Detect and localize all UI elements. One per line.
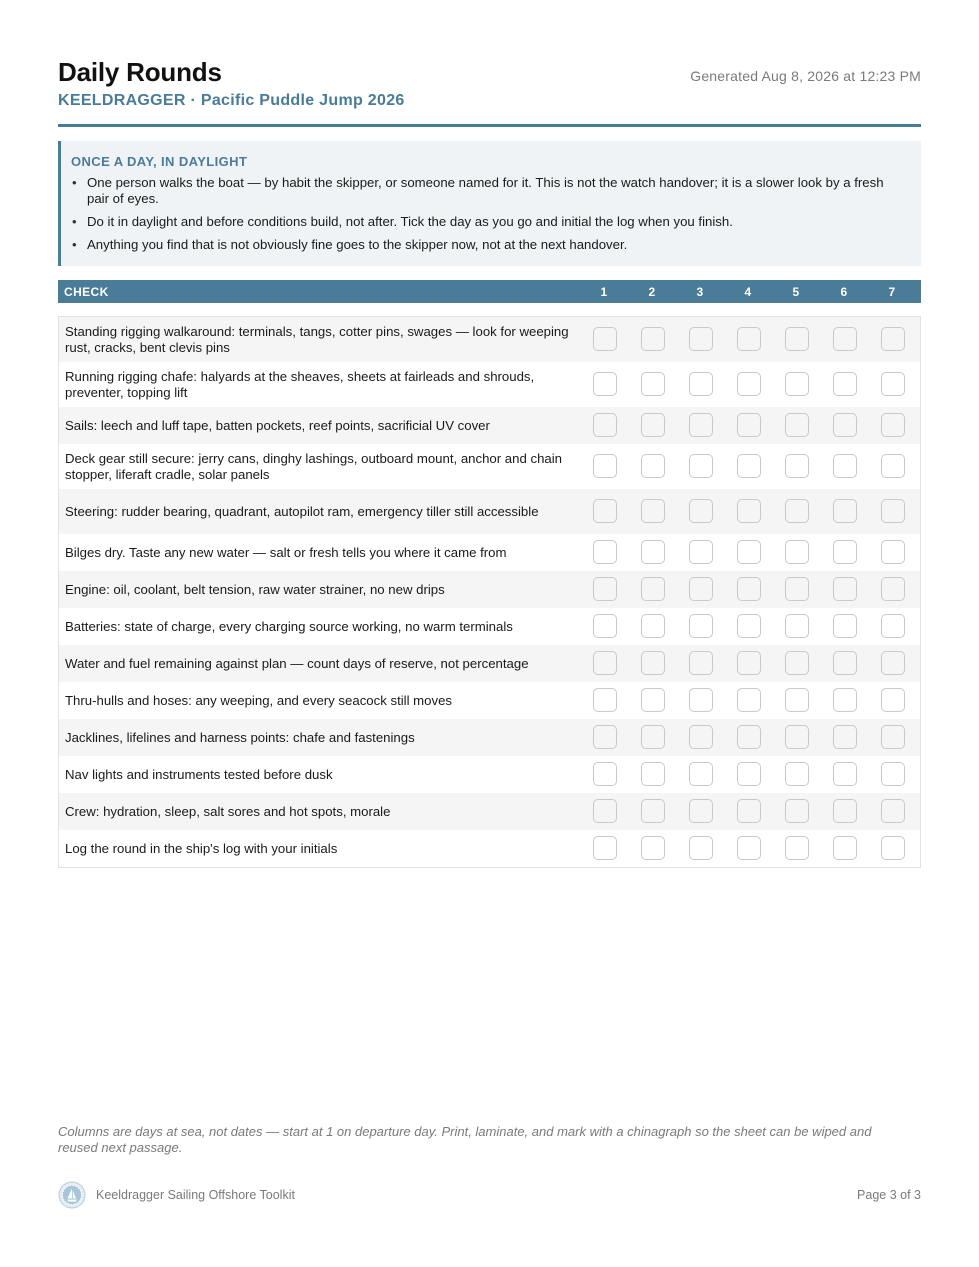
day-checkbox-6[interactable] [833, 372, 857, 396]
table-row [59, 608, 920, 645]
day-checkbox-6[interactable] [833, 836, 857, 860]
day-checkbox-6[interactable] [833, 540, 857, 564]
day-checkbox-1[interactable] [593, 454, 617, 478]
day-checkbox-6[interactable] [833, 499, 857, 523]
sailboat-compass-icon [58, 1181, 86, 1209]
table-row [59, 571, 920, 608]
bullet-icon: • [72, 214, 77, 229]
instruction-item [71, 214, 905, 230]
check-item-label: Sails: leech and luff tape, batten pockets, reef points, sacrificial UV cover [65, 417, 490, 433]
bullet-icon: • [72, 175, 77, 190]
day-checkbox-3[interactable] [689, 372, 713, 396]
day-checkbox-7[interactable] [881, 651, 905, 675]
check-item-label: Thru-hulls and hoses: any weeping, and every seacock still moves [65, 692, 453, 708]
day-checkbox-4[interactable] [737, 614, 761, 638]
day-checkbox-3[interactable] [689, 725, 713, 749]
day-checkbox-5[interactable] [785, 799, 809, 823]
day-checkbox-3[interactable] [689, 836, 713, 860]
check-item-label: Engine: oil, coolant, belt tension, raw water strainer, no new drips [65, 581, 445, 597]
day-checkbox-1[interactable] [593, 799, 617, 823]
day-checkbox-3[interactable] [689, 577, 713, 601]
table-row [59, 534, 920, 571]
instructions-callout [58, 141, 921, 266]
day-checkbox-3[interactable] [689, 651, 713, 675]
day-column-header: 1 [600, 285, 608, 299]
day-checkbox-7[interactable] [881, 614, 905, 638]
day-checkbox-4[interactable] [737, 651, 761, 675]
day-checkbox-5[interactable] [785, 762, 809, 786]
table-row [59, 830, 920, 867]
table-row [59, 444, 920, 489]
day-checkbox-2[interactable] [641, 725, 665, 749]
day-checkbox-5[interactable] [785, 499, 809, 523]
day-column-header: 7 [888, 285, 896, 299]
table-row [59, 719, 920, 756]
check-item-label: Deck gear still secure: jerry cans, dinghy lashings, outboard mount, anchor and chain stopper, liferaft cradle, solar panels [65, 450, 562, 482]
day-checkbox-7[interactable] [881, 372, 905, 396]
day-checkbox-3[interactable] [689, 499, 713, 523]
day-checkbox-4[interactable] [737, 372, 761, 396]
day-column-header: 6 [840, 285, 848, 299]
day-checkbox-1[interactable] [593, 577, 617, 601]
day-checkbox-6[interactable] [833, 651, 857, 675]
day-checkbox-5[interactable] [785, 577, 809, 601]
day-checkbox-4[interactable] [737, 577, 761, 601]
generated-timestamp: Generated Aug 8, 2026 at 12:23 PM [690, 68, 921, 84]
day-checkbox-6[interactable] [833, 762, 857, 786]
day-checkbox-6[interactable] [833, 799, 857, 823]
day-checkbox-1[interactable] [593, 762, 617, 786]
table-row [59, 317, 920, 362]
day-checkbox-6[interactable] [833, 413, 857, 437]
table-row [59, 645, 920, 682]
day-checkbox-7[interactable] [881, 577, 905, 601]
day-checkbox-7[interactable] [881, 836, 905, 860]
table-row [59, 489, 920, 534]
day-checkbox-1[interactable] [593, 413, 617, 437]
day-checkbox-7[interactable] [881, 725, 905, 749]
check-item-label: Batteries: state of charge, every charging source working, no warm terminals [65, 618, 513, 634]
day-checkbox-2[interactable] [641, 577, 665, 601]
day-checkbox-5[interactable] [785, 372, 809, 396]
day-checkbox-5[interactable] [785, 614, 809, 638]
day-checkbox-5[interactable] [785, 688, 809, 712]
day-checkbox-4[interactable] [737, 454, 761, 478]
day-checkbox-3[interactable] [689, 540, 713, 564]
day-checkbox-6[interactable] [833, 688, 857, 712]
instruction-text: Do it in daylight and before conditions build, not after. Tick the day as you go and initial the log when you finish. [87, 214, 733, 229]
day-checkbox-2[interactable] [641, 327, 665, 351]
day-checkbox-4[interactable] [737, 799, 761, 823]
day-checkbox-5[interactable] [785, 413, 809, 437]
day-checkbox-3[interactable] [689, 762, 713, 786]
page-subtitle: KEELDRAGGER · Pacific Puddle Jump 2026 [58, 92, 405, 109]
check-item-label: Jacklines, lifelines and harness points: chafe and fastenings [65, 729, 415, 745]
day-checkbox-4[interactable] [737, 762, 761, 786]
check-item-label: Steering: rudder bearing, quadrant, autopilot ram, emergency tiller still accessible [65, 503, 539, 519]
day-checkbox-3[interactable] [689, 327, 713, 351]
check-item-label: Running rigging chafe: halyards at the sheaves, sheets at fairleads and shrouds, preventer, topping lift [65, 368, 535, 400]
day-checkbox-3[interactable] [689, 688, 713, 712]
check-item-label: Crew: hydration, sleep, salt sores and hot spots, morale [65, 803, 391, 819]
day-checkbox-4[interactable] [737, 688, 761, 712]
day-checkbox-2[interactable] [641, 413, 665, 437]
day-checkbox-7[interactable] [881, 762, 905, 786]
day-checkbox-2[interactable] [641, 540, 665, 564]
day-checkbox-5[interactable] [785, 454, 809, 478]
day-checkbox-1[interactable] [593, 327, 617, 351]
table-row [59, 682, 920, 719]
day-checkbox-2[interactable] [641, 372, 665, 396]
instruction-item [71, 175, 905, 207]
day-checkbox-1[interactable] [593, 372, 617, 396]
day-checkbox-7[interactable] [881, 454, 905, 478]
day-checkbox-1[interactable] [593, 836, 617, 860]
day-checkbox-6[interactable] [833, 577, 857, 601]
callout-heading: ONCE A DAY, IN DAYLIGHT [71, 154, 248, 169]
day-checkbox-7[interactable] [881, 540, 905, 564]
day-checkbox-2[interactable] [641, 614, 665, 638]
day-checkbox-4[interactable] [737, 499, 761, 523]
day-checkbox-4[interactable] [737, 725, 761, 749]
day-checkbox-1[interactable] [593, 688, 617, 712]
day-checkbox-1[interactable] [593, 499, 617, 523]
instruction-item [71, 237, 905, 253]
day-checkbox-6[interactable] [833, 614, 857, 638]
day-checkbox-5[interactable] [785, 725, 809, 749]
day-checkbox-3[interactable] [689, 799, 713, 823]
table-row [59, 362, 920, 407]
table-header [58, 280, 921, 303]
checklist-rows [58, 316, 921, 868]
table-row [59, 756, 920, 793]
instructions-list [71, 175, 905, 253]
page-number: Page 3 of 3 [857, 1188, 921, 1202]
day-checkbox-7[interactable] [881, 327, 905, 351]
day-checkbox-6[interactable] [833, 454, 857, 478]
day-checkbox-2[interactable] [641, 651, 665, 675]
page-title: Daily Rounds [58, 57, 222, 87]
bullet-icon: • [72, 237, 77, 252]
table-row [59, 407, 920, 444]
footer-note: Columns are days at sea, not dates — start at 1 on departure day. Print, laminate, and mark with a chinagraph so the sheet can be wiped and reused next passage. [58, 1124, 872, 1155]
check-item-label: Water and fuel remaining against plan — count days of reserve, not percentage [65, 655, 529, 671]
day-checkbox-4[interactable] [737, 836, 761, 860]
day-checkbox-5[interactable] [785, 540, 809, 564]
day-checkbox-4[interactable] [737, 540, 761, 564]
day-checkbox-1[interactable] [593, 725, 617, 749]
day-checkbox-4[interactable] [737, 413, 761, 437]
day-column-header: 2 [648, 285, 656, 299]
day-checkbox-6[interactable] [833, 725, 857, 749]
day-checkbox-7[interactable] [881, 799, 905, 823]
header-divider [58, 124, 921, 127]
day-checkbox-7[interactable] [881, 499, 905, 523]
day-checkbox-3[interactable] [689, 454, 713, 478]
day-checkbox-3[interactable] [689, 614, 713, 638]
table-row [59, 793, 920, 830]
day-checkbox-5[interactable] [785, 836, 809, 860]
day-checkbox-1[interactable] [593, 614, 617, 638]
instruction-text: One person walks the boat — by habit the skipper, or someone named for it. This is not the watch handover; it is a slower look by a fresh pair of eyes. [87, 175, 884, 206]
day-checkbox-7[interactable] [881, 688, 905, 712]
day-checkbox-2[interactable] [641, 499, 665, 523]
check-item-label: Log the round in the ship's log with your initials [65, 840, 338, 856]
day-checkbox-2[interactable] [641, 799, 665, 823]
day-column-header: 4 [744, 285, 752, 299]
day-checkbox-2[interactable] [641, 454, 665, 478]
day-checkbox-6[interactable] [833, 327, 857, 351]
day-checkbox-5[interactable] [785, 651, 809, 675]
day-checkbox-2[interactable] [641, 836, 665, 860]
day-column-header: 5 [792, 285, 800, 299]
day-checkbox-2[interactable] [641, 688, 665, 712]
check-column-header: CHECK [64, 285, 109, 299]
day-checkbox-1[interactable] [593, 651, 617, 675]
day-checkbox-3[interactable] [689, 413, 713, 437]
day-checkbox-2[interactable] [641, 762, 665, 786]
day-column-header: 3 [696, 285, 704, 299]
check-item-label: Nav lights and instruments tested before dusk [65, 766, 333, 782]
day-checkbox-1[interactable] [593, 540, 617, 564]
day-checkbox-4[interactable] [737, 327, 761, 351]
day-checkbox-7[interactable] [881, 413, 905, 437]
check-item-label: Bilges dry. Taste any new water — salt or fresh tells you where it came from [65, 544, 507, 560]
check-item-label: Standing rigging walkaround: terminals, tangs, cotter pins, swages — look for weeping rust, cracks, bent clevis pins [65, 323, 569, 355]
footer-brand: Keeldragger Sailing Offshore Toolkit [96, 1188, 295, 1202]
day-checkbox-5[interactable] [785, 327, 809, 351]
instruction-text: Anything you find that is not obviously fine goes to the skipper now, not at the next handover. [87, 237, 628, 252]
